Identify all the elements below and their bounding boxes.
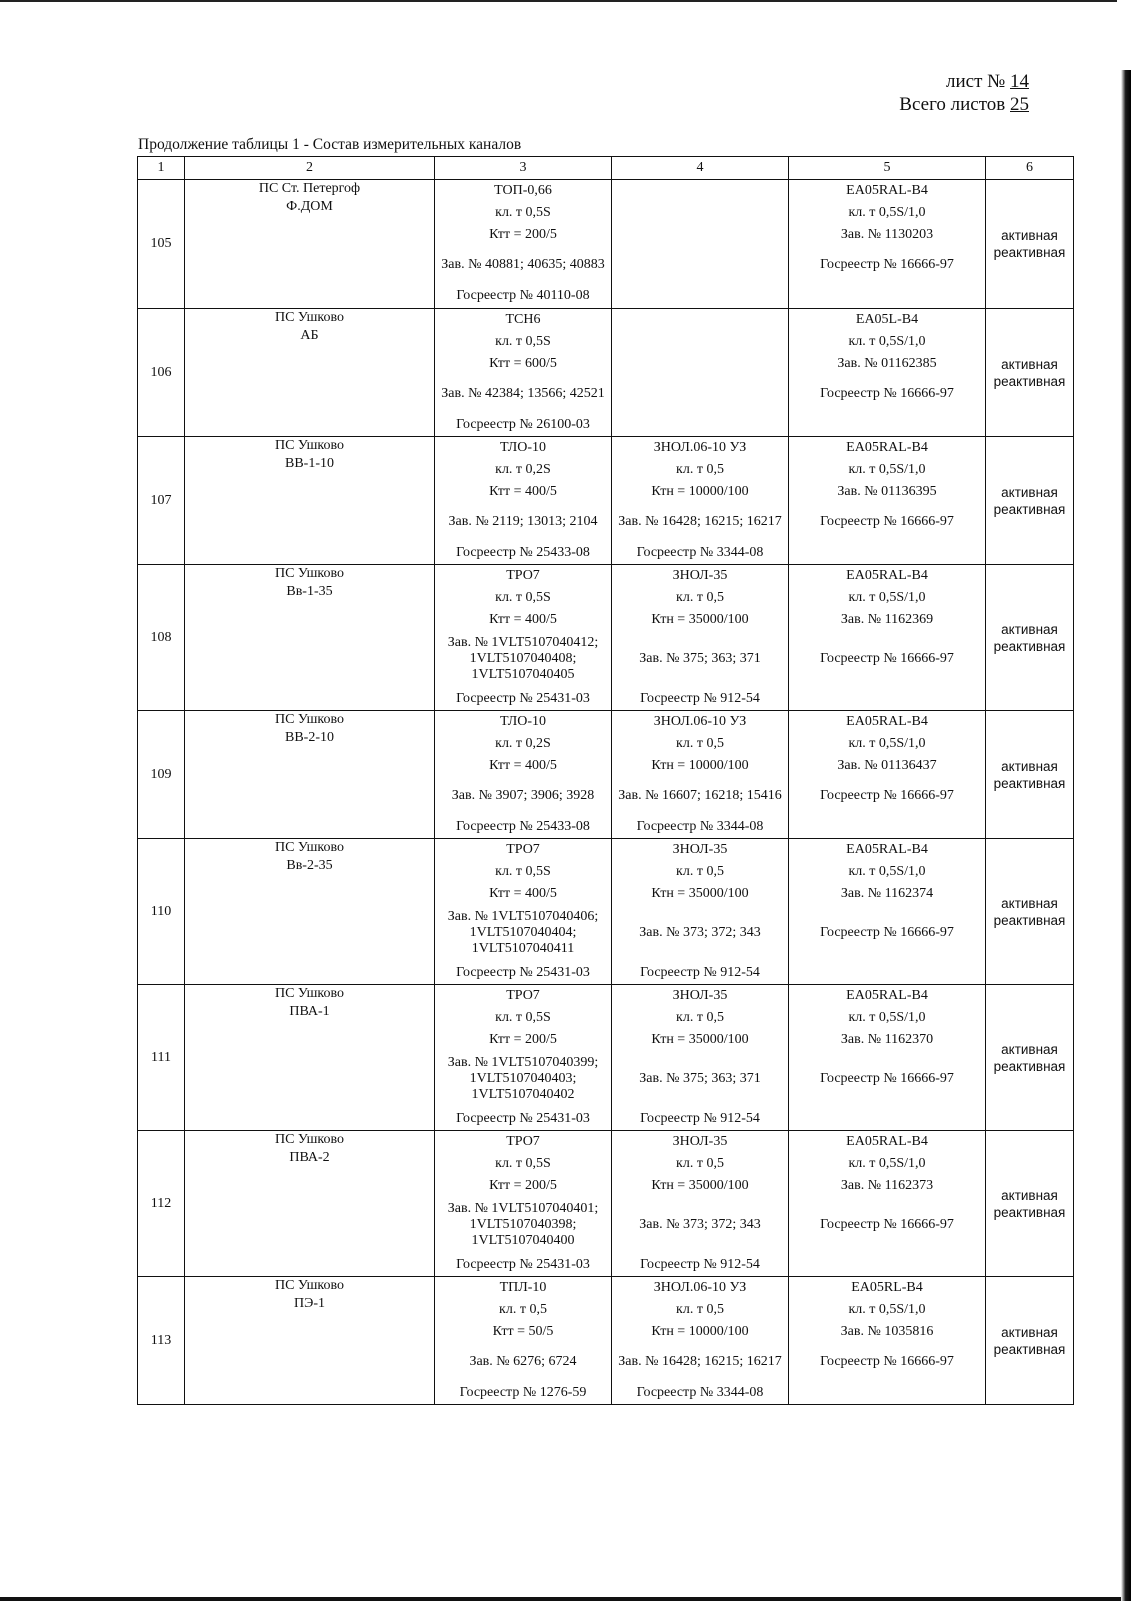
energy-type-line: активная bbox=[1001, 621, 1058, 637]
energy-type-cell bbox=[986, 711, 1074, 839]
energy-type-cell bbox=[986, 309, 1074, 437]
cell-line: ТРО7 bbox=[506, 988, 540, 1003]
cell-line bbox=[789, 687, 985, 710]
cell-line: кл. т 0,5S bbox=[495, 1010, 551, 1025]
cell-line: кл. т 0,5S/1,0 bbox=[848, 334, 926, 349]
cell-line: Зав. № 1VLT5107040406; 1VLT5107040404; 1VLT5107040411 bbox=[447, 909, 599, 956]
cell-line bbox=[789, 284, 985, 307]
cell-line bbox=[612, 180, 788, 202]
energy-type-line: реактивная bbox=[993, 912, 1066, 928]
row-number-cell bbox=[138, 711, 185, 839]
cell-line: Госреестр № 16666-97 bbox=[820, 925, 954, 940]
total-sheets-line bbox=[899, 93, 1029, 116]
cell-line: Госреестр № 3344-08 bbox=[636, 544, 764, 560]
cell-line: кл. т 0,5S/1,0 bbox=[848, 1010, 926, 1025]
energy-type-cell bbox=[986, 180, 1074, 309]
cell-line: Ктн = 10000/100 bbox=[651, 484, 749, 499]
cell-line: ТОП-0,66 bbox=[494, 183, 552, 198]
cell-line: кл. т 0,5S bbox=[495, 205, 551, 220]
row-number-cell bbox=[138, 309, 185, 437]
voltage-transformer-cell bbox=[612, 985, 789, 1131]
cell-line: кл. т 0,5 bbox=[676, 864, 724, 879]
cell-line bbox=[612, 284, 788, 307]
cell-line: Ктн = 10000/100 bbox=[651, 1324, 749, 1339]
cell-line: Госреестр № 16666-97 bbox=[820, 1071, 954, 1086]
cell-line: кл. т 0,5S/1,0 bbox=[848, 590, 926, 605]
energy-type-line: активная bbox=[1001, 758, 1058, 774]
row-number-cell bbox=[138, 985, 185, 1131]
cell-line: кл. т 0,5 bbox=[676, 1010, 724, 1025]
meter-cell bbox=[789, 309, 986, 437]
cell-line: кл. т 0,5 bbox=[676, 736, 724, 751]
cell-line bbox=[612, 309, 788, 331]
cell-line: Госреестр № 912-54 bbox=[640, 964, 760, 980]
cell-line: Зав. № 6276; 6724 bbox=[469, 1354, 577, 1369]
sheet-number-line bbox=[899, 70, 1029, 93]
cell-line: ЗНОЛ-35 bbox=[672, 842, 728, 857]
cell-line: кл. т 0,5S/1,0 bbox=[848, 462, 926, 477]
cell-line: кл. т 0,5S bbox=[495, 1156, 551, 1171]
row-number: 109 bbox=[150, 766, 172, 782]
cell-line: Зав. № 1VLT5107040412; 1VLT5107040408; 1VLT5107040405 bbox=[447, 635, 599, 682]
cell-line: ЗНОЛ-35 bbox=[672, 568, 728, 583]
voltage-transformer-cell bbox=[612, 565, 789, 711]
cell-line: ТРО7 bbox=[506, 1134, 540, 1149]
cell-line: EA05RAL-B4 bbox=[846, 842, 928, 857]
cell-line: кл. т 0,5S/1,0 bbox=[848, 205, 926, 220]
sheet-header bbox=[899, 70, 1029, 116]
cell-line: Госреестр № 25433-08 bbox=[456, 544, 590, 560]
table-row bbox=[138, 839, 1074, 985]
substation-cell bbox=[185, 309, 435, 437]
substation-name-line: АБ bbox=[300, 328, 319, 343]
cell-line: EA05RAL-B4 bbox=[846, 440, 928, 455]
substation-name-line: ПС Ушково bbox=[274, 438, 344, 453]
current-transformer-cell bbox=[435, 985, 612, 1131]
cell-line bbox=[612, 224, 788, 246]
cell-line: Ктн = 35000/100 bbox=[651, 612, 749, 627]
row-number: 105 bbox=[150, 236, 172, 251]
substation-name-line: ПС Ушково bbox=[274, 310, 344, 325]
voltage-transformer-cell bbox=[612, 1131, 789, 1277]
cell-line: кл. т 0,5 bbox=[676, 1156, 724, 1171]
cell-line: Госреестр № 25431-03 bbox=[456, 964, 590, 980]
cell-line bbox=[612, 353, 788, 375]
cell-line: Госреестр № 25431-03 bbox=[456, 690, 590, 706]
meter-cell bbox=[789, 839, 986, 985]
meter-cell bbox=[789, 711, 986, 839]
cell-line: Зав. № 1VLT5107040401; 1VLT5107040398; 1VLT5107040400 bbox=[447, 1201, 599, 1248]
cell-line bbox=[612, 375, 788, 413]
cell-line: Госреестр № 912-54 bbox=[640, 1256, 760, 1272]
table-row bbox=[138, 1131, 1074, 1277]
cell-line: Госреестр № 3344-08 bbox=[636, 818, 764, 834]
cell-line: ЗНОЛ.06-10 УЗ bbox=[653, 440, 747, 455]
cell-line: Госреестр № 25433-08 bbox=[456, 818, 590, 834]
cell-line: кл. т 0,5S/1,0 bbox=[848, 1302, 926, 1317]
row-number-cell bbox=[138, 1131, 185, 1277]
cell-line bbox=[789, 961, 985, 984]
substation-name-line: Вв-2-35 bbox=[286, 858, 333, 873]
cell-line bbox=[789, 1381, 985, 1404]
cell-line: Ктн = 35000/100 bbox=[651, 1178, 749, 1193]
total-sheets-label: Всего листов bbox=[899, 94, 1006, 115]
header-row bbox=[138, 157, 1074, 180]
cell-line: кл. т 0,5S bbox=[495, 334, 551, 349]
cell-line: Зав. № 01136395 bbox=[837, 484, 937, 499]
substation-cell bbox=[185, 1277, 435, 1405]
column-header: 4 bbox=[612, 157, 789, 180]
substation-cell bbox=[185, 711, 435, 839]
row-number: 113 bbox=[150, 1332, 172, 1348]
substation-name-line: ПС Ушково bbox=[274, 566, 344, 581]
cell-line: ТЛО-10 bbox=[499, 714, 547, 729]
cell-line: ТЛО-10 bbox=[499, 440, 547, 455]
cell-line bbox=[789, 1107, 985, 1130]
column-header: 6 bbox=[986, 157, 1074, 180]
table-row bbox=[138, 437, 1074, 565]
energy-type-cell bbox=[986, 437, 1074, 565]
energy-type-line: активная bbox=[1001, 356, 1058, 372]
cell-line bbox=[612, 246, 788, 284]
row-number: 106 bbox=[150, 364, 172, 380]
cell-line: EA05RAL-B4 bbox=[846, 1134, 928, 1149]
voltage-transformer-cell bbox=[612, 839, 789, 985]
cell-line bbox=[789, 815, 985, 838]
energy-type-line: активная bbox=[1001, 1324, 1058, 1340]
current-transformer-cell bbox=[435, 309, 612, 437]
sheet-label: лист № bbox=[945, 71, 1006, 92]
cell-line bbox=[612, 202, 788, 224]
voltage-transformer-cell bbox=[612, 180, 789, 309]
meter-cell bbox=[789, 1277, 986, 1405]
cell-line: ТСН6 bbox=[505, 312, 541, 327]
row-number-cell bbox=[138, 437, 185, 565]
sheet-number: 14 bbox=[1010, 71, 1029, 92]
row-number: 107 bbox=[150, 492, 172, 508]
cell-line: Зав. № 1130203 bbox=[840, 227, 934, 242]
scan-edge-bottom bbox=[0, 1597, 1121, 1601]
cell-line: Зав. № 1162373 bbox=[840, 1178, 934, 1193]
cell-line: Ктт = 200/5 bbox=[489, 1178, 557, 1193]
row-number-cell bbox=[138, 839, 185, 985]
cell-line: кл. т 0,5 bbox=[676, 1302, 724, 1317]
cell-line: кл. т 0,5S bbox=[495, 864, 551, 879]
voltage-transformer-cell bbox=[612, 711, 789, 839]
energy-type-cell bbox=[986, 1131, 1074, 1277]
substation-name-line: ПВА-2 bbox=[289, 1150, 330, 1165]
cell-line: Зав. № 1162374 bbox=[840, 886, 934, 901]
table-row bbox=[138, 711, 1074, 839]
current-transformer-cell bbox=[435, 180, 612, 309]
cell-line: EA05L-B4 bbox=[855, 312, 919, 327]
cell-line: Госреестр № 16666-97 bbox=[820, 788, 954, 803]
cell-line: Ктн = 35000/100 bbox=[651, 886, 749, 901]
current-transformer-cell bbox=[435, 565, 612, 711]
scan-edge-right-gap bbox=[1117, 0, 1131, 70]
voltage-transformer-cell bbox=[612, 437, 789, 565]
cell-line: Зав. № 375; 363; 371 bbox=[639, 651, 761, 666]
meter-cell bbox=[789, 437, 986, 565]
cell-line: ЗНОЛ-35 bbox=[672, 988, 728, 1003]
substation-name-line: ПЭ-1 bbox=[293, 1296, 325, 1311]
energy-type-line: реактивная bbox=[993, 1058, 1066, 1074]
row-number: 112 bbox=[150, 1195, 172, 1211]
substation-cell bbox=[185, 437, 435, 565]
cell-line: Госреестр № 16666-97 bbox=[820, 514, 954, 529]
table-row bbox=[138, 985, 1074, 1131]
cell-line: Госреестр № 25431-03 bbox=[456, 1256, 590, 1272]
cell-line: Зав. № 01162385 bbox=[837, 356, 937, 371]
cell-line: Зав. № 01136437 bbox=[837, 758, 937, 773]
current-transformer-cell bbox=[435, 711, 612, 839]
substation-cell bbox=[185, 839, 435, 985]
substation-name-line: ПВА-1 bbox=[289, 1004, 330, 1019]
cell-line: Зав. № 16607; 16218; 15416 bbox=[618, 788, 782, 803]
row-number: 110 bbox=[150, 903, 172, 919]
cell-line: Госреестр № 912-54 bbox=[640, 690, 760, 706]
cell-line bbox=[789, 413, 985, 436]
measurement-channels-table bbox=[137, 156, 1074, 1405]
cell-line: Госреестр № 40110-08 bbox=[456, 287, 590, 303]
cell-line: EA05RL-B4 bbox=[851, 1280, 923, 1295]
cell-line: Ктн = 10000/100 bbox=[651, 758, 749, 773]
cell-line: EA05RAL-B4 bbox=[846, 714, 928, 729]
meter-cell bbox=[789, 1131, 986, 1277]
cell-line bbox=[612, 413, 788, 436]
current-transformer-cell bbox=[435, 1131, 612, 1277]
substation-name-line: ПС Ст. Петергоф bbox=[258, 181, 361, 196]
substation-cell bbox=[185, 180, 435, 309]
energy-type-line: активная bbox=[1001, 895, 1058, 911]
column-header: 2 bbox=[185, 157, 435, 180]
cell-line: Ктт = 200/5 bbox=[489, 1032, 557, 1047]
cell-line: Ктт = 50/5 bbox=[492, 1324, 554, 1339]
cell-line: Госреестр № 16666-97 bbox=[820, 386, 954, 401]
substation-cell bbox=[185, 565, 435, 711]
cell-line: кл. т 0,2S bbox=[495, 736, 551, 751]
cell-line: Госреестр № 1276-59 bbox=[459, 1384, 587, 1400]
cell-line bbox=[789, 1253, 985, 1276]
current-transformer-cell bbox=[435, 437, 612, 565]
table-row bbox=[138, 180, 1074, 309]
energy-type-line: реактивная bbox=[993, 1204, 1066, 1220]
cell-line: Госреестр № 16666-97 bbox=[820, 651, 954, 666]
cell-line: Ктт = 400/5 bbox=[489, 758, 557, 773]
cell-line: Зав. № 373; 372; 343 bbox=[639, 925, 761, 940]
cell-line: Госреестр № 25431-03 bbox=[456, 1110, 590, 1126]
cell-line: Госреестр № 912-54 bbox=[640, 1110, 760, 1126]
scan-edge-top bbox=[0, 0, 1131, 2]
cell-line: Зав. № 375; 363; 371 bbox=[639, 1071, 761, 1086]
row-number: 108 bbox=[150, 629, 172, 645]
cell-line: ЗНОЛ.06-10 УЗ bbox=[653, 714, 747, 729]
energy-type-line: активная bbox=[1001, 484, 1058, 500]
cell-line: ТПЛ-10 bbox=[499, 1280, 547, 1295]
cell-line: Ктт = 200/5 bbox=[489, 227, 557, 242]
cell-line: кл. т 0,5S/1,0 bbox=[848, 736, 926, 751]
cell-line: Госреестр № 16666-97 bbox=[820, 1217, 954, 1232]
cell-line: кл. т 0,5 bbox=[499, 1302, 547, 1317]
cell-line: ЗНОЛ.06-10 УЗ bbox=[653, 1280, 747, 1295]
cell-line: Госреестр № 26100-03 bbox=[456, 416, 590, 432]
energy-type-cell bbox=[986, 985, 1074, 1131]
cell-line bbox=[612, 331, 788, 353]
scan-edge-right bbox=[1121, 0, 1131, 1601]
cell-line: Ктт = 400/5 bbox=[489, 612, 557, 627]
energy-type-line: реактивная bbox=[993, 775, 1066, 791]
substation-cell bbox=[185, 1131, 435, 1277]
substation-name-line: ПС Ушково bbox=[274, 986, 344, 1001]
cell-line: Ктт = 400/5 bbox=[489, 484, 557, 499]
total-sheets-number: 25 bbox=[1010, 94, 1029, 115]
cell-line: Зав. № 2119; 13013; 2104 bbox=[448, 514, 598, 529]
meter-cell bbox=[789, 565, 986, 711]
energy-type-line: активная bbox=[1001, 1187, 1058, 1203]
cell-line: EA05RAL-B4 bbox=[846, 568, 928, 583]
energy-type-cell bbox=[986, 839, 1074, 985]
cell-line: Зав. № 42384; 13566; 42521 bbox=[441, 386, 605, 401]
cell-line: кл. т 0,2S bbox=[495, 462, 551, 477]
cell-line: ТРО7 bbox=[506, 568, 540, 583]
cell-line: Госреестр № 16666-97 bbox=[820, 257, 954, 272]
substation-name-line: Ф.ДОМ bbox=[286, 199, 333, 214]
cell-line: кл. т 0,5S bbox=[495, 590, 551, 605]
cell-line: Зав. № 1162369 bbox=[840, 612, 934, 627]
cell-line: Зав. № 16428; 16215; 16217 bbox=[618, 514, 782, 529]
energy-type-line: реактивная bbox=[993, 245, 1066, 260]
cell-line: ТРО7 bbox=[506, 842, 540, 857]
energy-type-line: активная bbox=[1001, 1041, 1058, 1057]
energy-type-line: реактивная bbox=[993, 638, 1066, 654]
cell-line: Зав. № 1035816 bbox=[840, 1324, 934, 1339]
voltage-transformer-cell bbox=[612, 1277, 789, 1405]
energy-type-line: реактивная bbox=[993, 1341, 1066, 1357]
cell-line: EA05RAL-B4 bbox=[846, 988, 928, 1003]
cell-line: Зав. № 16428; 16215; 16217 bbox=[618, 1354, 782, 1369]
substation-name-line: ПС Ушково bbox=[274, 1278, 344, 1293]
cell-line: кл. т 0,5 bbox=[676, 462, 724, 477]
cell-line bbox=[789, 541, 985, 564]
energy-type-line: реактивная bbox=[993, 501, 1066, 517]
cell-line: Зав. № 40881; 40635; 40883 bbox=[441, 257, 605, 272]
substation-name-line: ВВ-1-10 bbox=[285, 456, 334, 471]
meter-cell bbox=[789, 180, 986, 309]
table-caption: Продолжение таблицы 1 - Состав измерительных каналов bbox=[138, 136, 522, 153]
cell-line: ЗНОЛ-35 bbox=[672, 1134, 728, 1149]
column-header: 1 bbox=[138, 157, 185, 180]
substation-name-line: Вв-1-35 bbox=[286, 584, 333, 599]
cell-line: Зав. № 1VLT5107040399; 1VLT5107040403; 1VLT5107040402 bbox=[447, 1055, 599, 1102]
cell-line: Зав. № 373; 372; 343 bbox=[639, 1217, 761, 1232]
substation-name-line: ПС Ушково bbox=[274, 1132, 344, 1147]
cell-line: кл. т 0,5S/1,0 bbox=[848, 1156, 926, 1171]
column-header: 5 bbox=[789, 157, 986, 180]
substation-name-line: ПС Ушково bbox=[274, 712, 344, 727]
cell-line: Ктн = 35000/100 bbox=[651, 1032, 749, 1047]
substation-name-line: ПС Ушково bbox=[274, 840, 344, 855]
column-header: 3 bbox=[435, 157, 612, 180]
energy-type-cell bbox=[986, 1277, 1074, 1405]
cell-line: Ктт = 400/5 bbox=[489, 886, 557, 901]
cell-line: EA05RAL-B4 bbox=[846, 183, 928, 198]
cell-line: Госреестр № 16666-97 bbox=[820, 1354, 954, 1369]
cell-line: кл. т 0,5S/1,0 bbox=[848, 864, 926, 879]
cell-line: Госреестр № 3344-08 bbox=[636, 1384, 764, 1400]
row-number-cell bbox=[138, 1277, 185, 1405]
cell-line: кл. т 0,5 bbox=[676, 590, 724, 605]
cell-line: Ктт = 600/5 bbox=[489, 356, 557, 371]
substation-name-line: ВВ-2-10 bbox=[285, 730, 334, 745]
current-transformer-cell bbox=[435, 839, 612, 985]
meter-cell bbox=[789, 985, 986, 1131]
table-row bbox=[138, 1277, 1074, 1405]
current-transformer-cell bbox=[435, 1277, 612, 1405]
row-number: 111 bbox=[151, 1049, 171, 1065]
energy-type-line: реактивная bbox=[993, 373, 1066, 389]
energy-type-line: активная bbox=[1001, 228, 1058, 243]
row-number-cell bbox=[138, 180, 185, 309]
cell-line: Зав. № 1162370 bbox=[840, 1032, 934, 1047]
substation-cell bbox=[185, 985, 435, 1131]
voltage-transformer-cell bbox=[612, 309, 789, 437]
energy-type-cell bbox=[986, 565, 1074, 711]
table-row bbox=[138, 565, 1074, 711]
row-number-cell bbox=[138, 565, 185, 711]
cell-line: Зав. № 3907; 3906; 3928 bbox=[451, 788, 595, 803]
table-row bbox=[138, 309, 1074, 437]
